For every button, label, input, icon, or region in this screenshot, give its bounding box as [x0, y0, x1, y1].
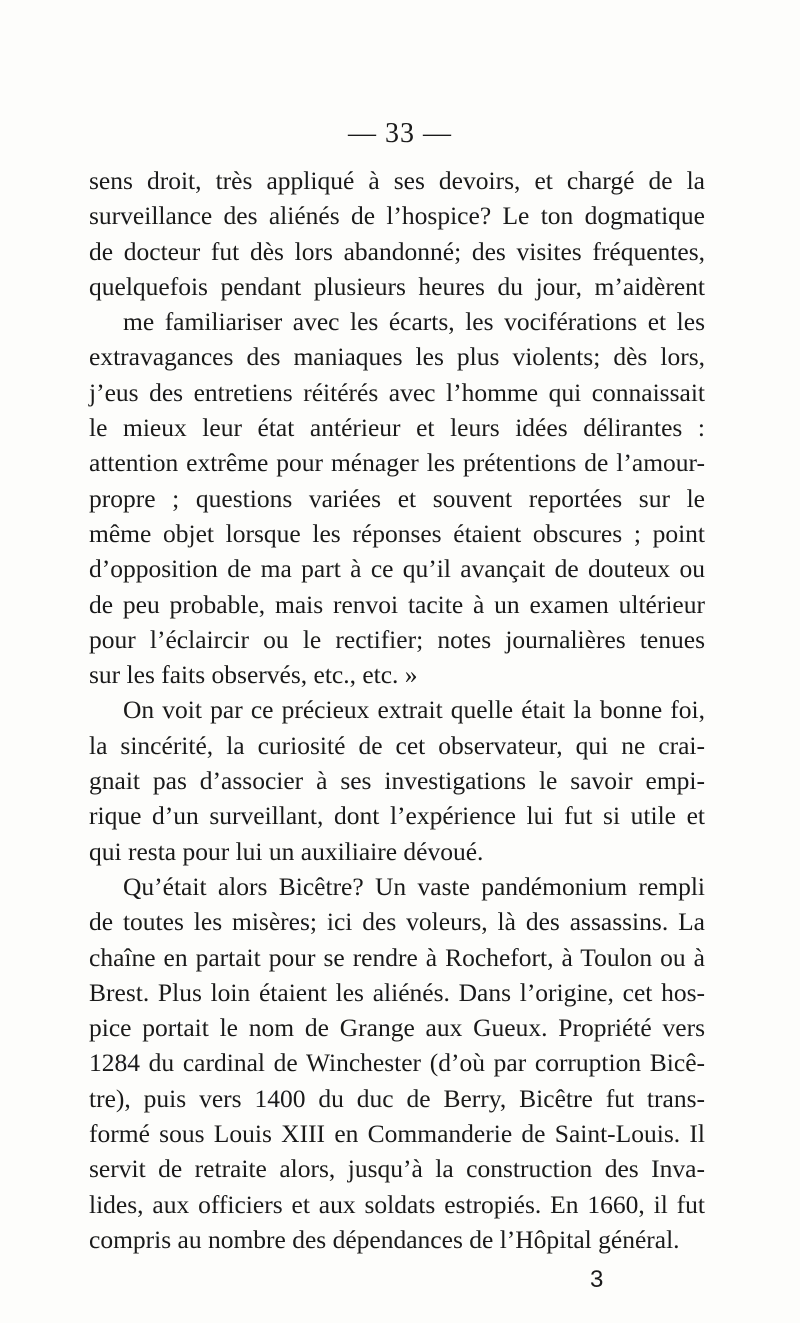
text-line: d’opposition de ma part à ce qu’il avançait de douteux ou: [89, 554, 705, 584]
signature-mark: 3: [590, 1266, 604, 1293]
text-line: chaîne en partait pour se rendre à Rochefort, à Toulon ou à: [89, 942, 705, 972]
text-line: On voit par ce précieux extrait quelle était la bonne foi,: [123, 695, 705, 725]
text-line: propre ; questions variées et souvent reportées sur le: [89, 483, 705, 513]
text-line: qui resta pour lui un auxiliaire dévoué.: [89, 836, 484, 866]
text-line: attention extrême pour ménager les prétentions de l’amour-: [89, 448, 705, 478]
text-line: j’eus des entretiens réitérés avec l’homme qui connaissait: [89, 377, 705, 407]
text-line: de peu probable, mais renvoi tacite à un examen ultérieur: [89, 589, 705, 619]
text-line: de docteur fut dès lors abandonné; des visites fréquentes,: [89, 236, 705, 266]
text-line: tre), puis vers 1400 du duc de Berry, Bicêtre fut trans-: [89, 1083, 705, 1113]
page-number: — 33 —: [348, 118, 452, 149]
text-line: même objet lorsque les réponses étaient obscures ; point: [89, 518, 705, 548]
text-line: formé sous Louis XIII en Commanderie de Saint-Louis. Il: [89, 1119, 705, 1149]
text-line: rique d’un surveillant, dont l’expérience lui fut si utile et: [89, 801, 705, 831]
text-line: pice portait le nom de Grange aux Gueux. Propriété vers: [89, 1013, 705, 1043]
text-line: extravagances des maniaques les plus violents; dès lors,: [89, 342, 705, 372]
text-line: Brest. Plus loin étaient les aliénés. Dans l’origine, cet hos-: [89, 977, 705, 1007]
text-line: Qu’était alors Bicêtre? Un vaste pandémonium rempli: [123, 871, 705, 901]
text-line: servit de retraite alors, jusqu’à la construction des Inva-: [89, 1154, 705, 1184]
text-line: surveillance des aliénés de l’hospice? Le ton dogmatique: [89, 201, 705, 231]
text-line: compris au nombre des dépendances de l’Hôpital général.: [89, 1224, 680, 1254]
text-line: lides, aux officiers et aux soldats estropiés. En 1660, il fut: [89, 1189, 705, 1219]
text-line: 1284 du cardinal de Winchester (d’où par corruption Bicê-: [89, 1048, 705, 1078]
text-line: de toutes les misères; ici des voleurs, là des assassins. La: [89, 907, 705, 937]
text-line: me familiariser avec les écarts, les vociférations et les: [123, 307, 705, 337]
body-text: [89, 163, 705, 1257]
text-line: la sincérité, la curiosité de cet observateur, qui ne crai-: [89, 730, 705, 760]
text-line: sur les faits observés, etc., etc. »: [89, 660, 418, 690]
text-line: sens droit, très appliqué à ses devoirs, et chargé de la: [89, 166, 705, 195]
text-line: le mieux leur état antérieur et leurs idées délirantes :: [89, 413, 705, 443]
text-line: quelquefois pendant plusieurs heures du jour, m’aidèrent: [89, 271, 705, 301]
text-line: pour l’éclaircir ou le rectifier; notes journalières tenues: [89, 624, 705, 654]
text-line: gnait pas d’associer à ses investigations le savoir empi-: [89, 766, 705, 796]
